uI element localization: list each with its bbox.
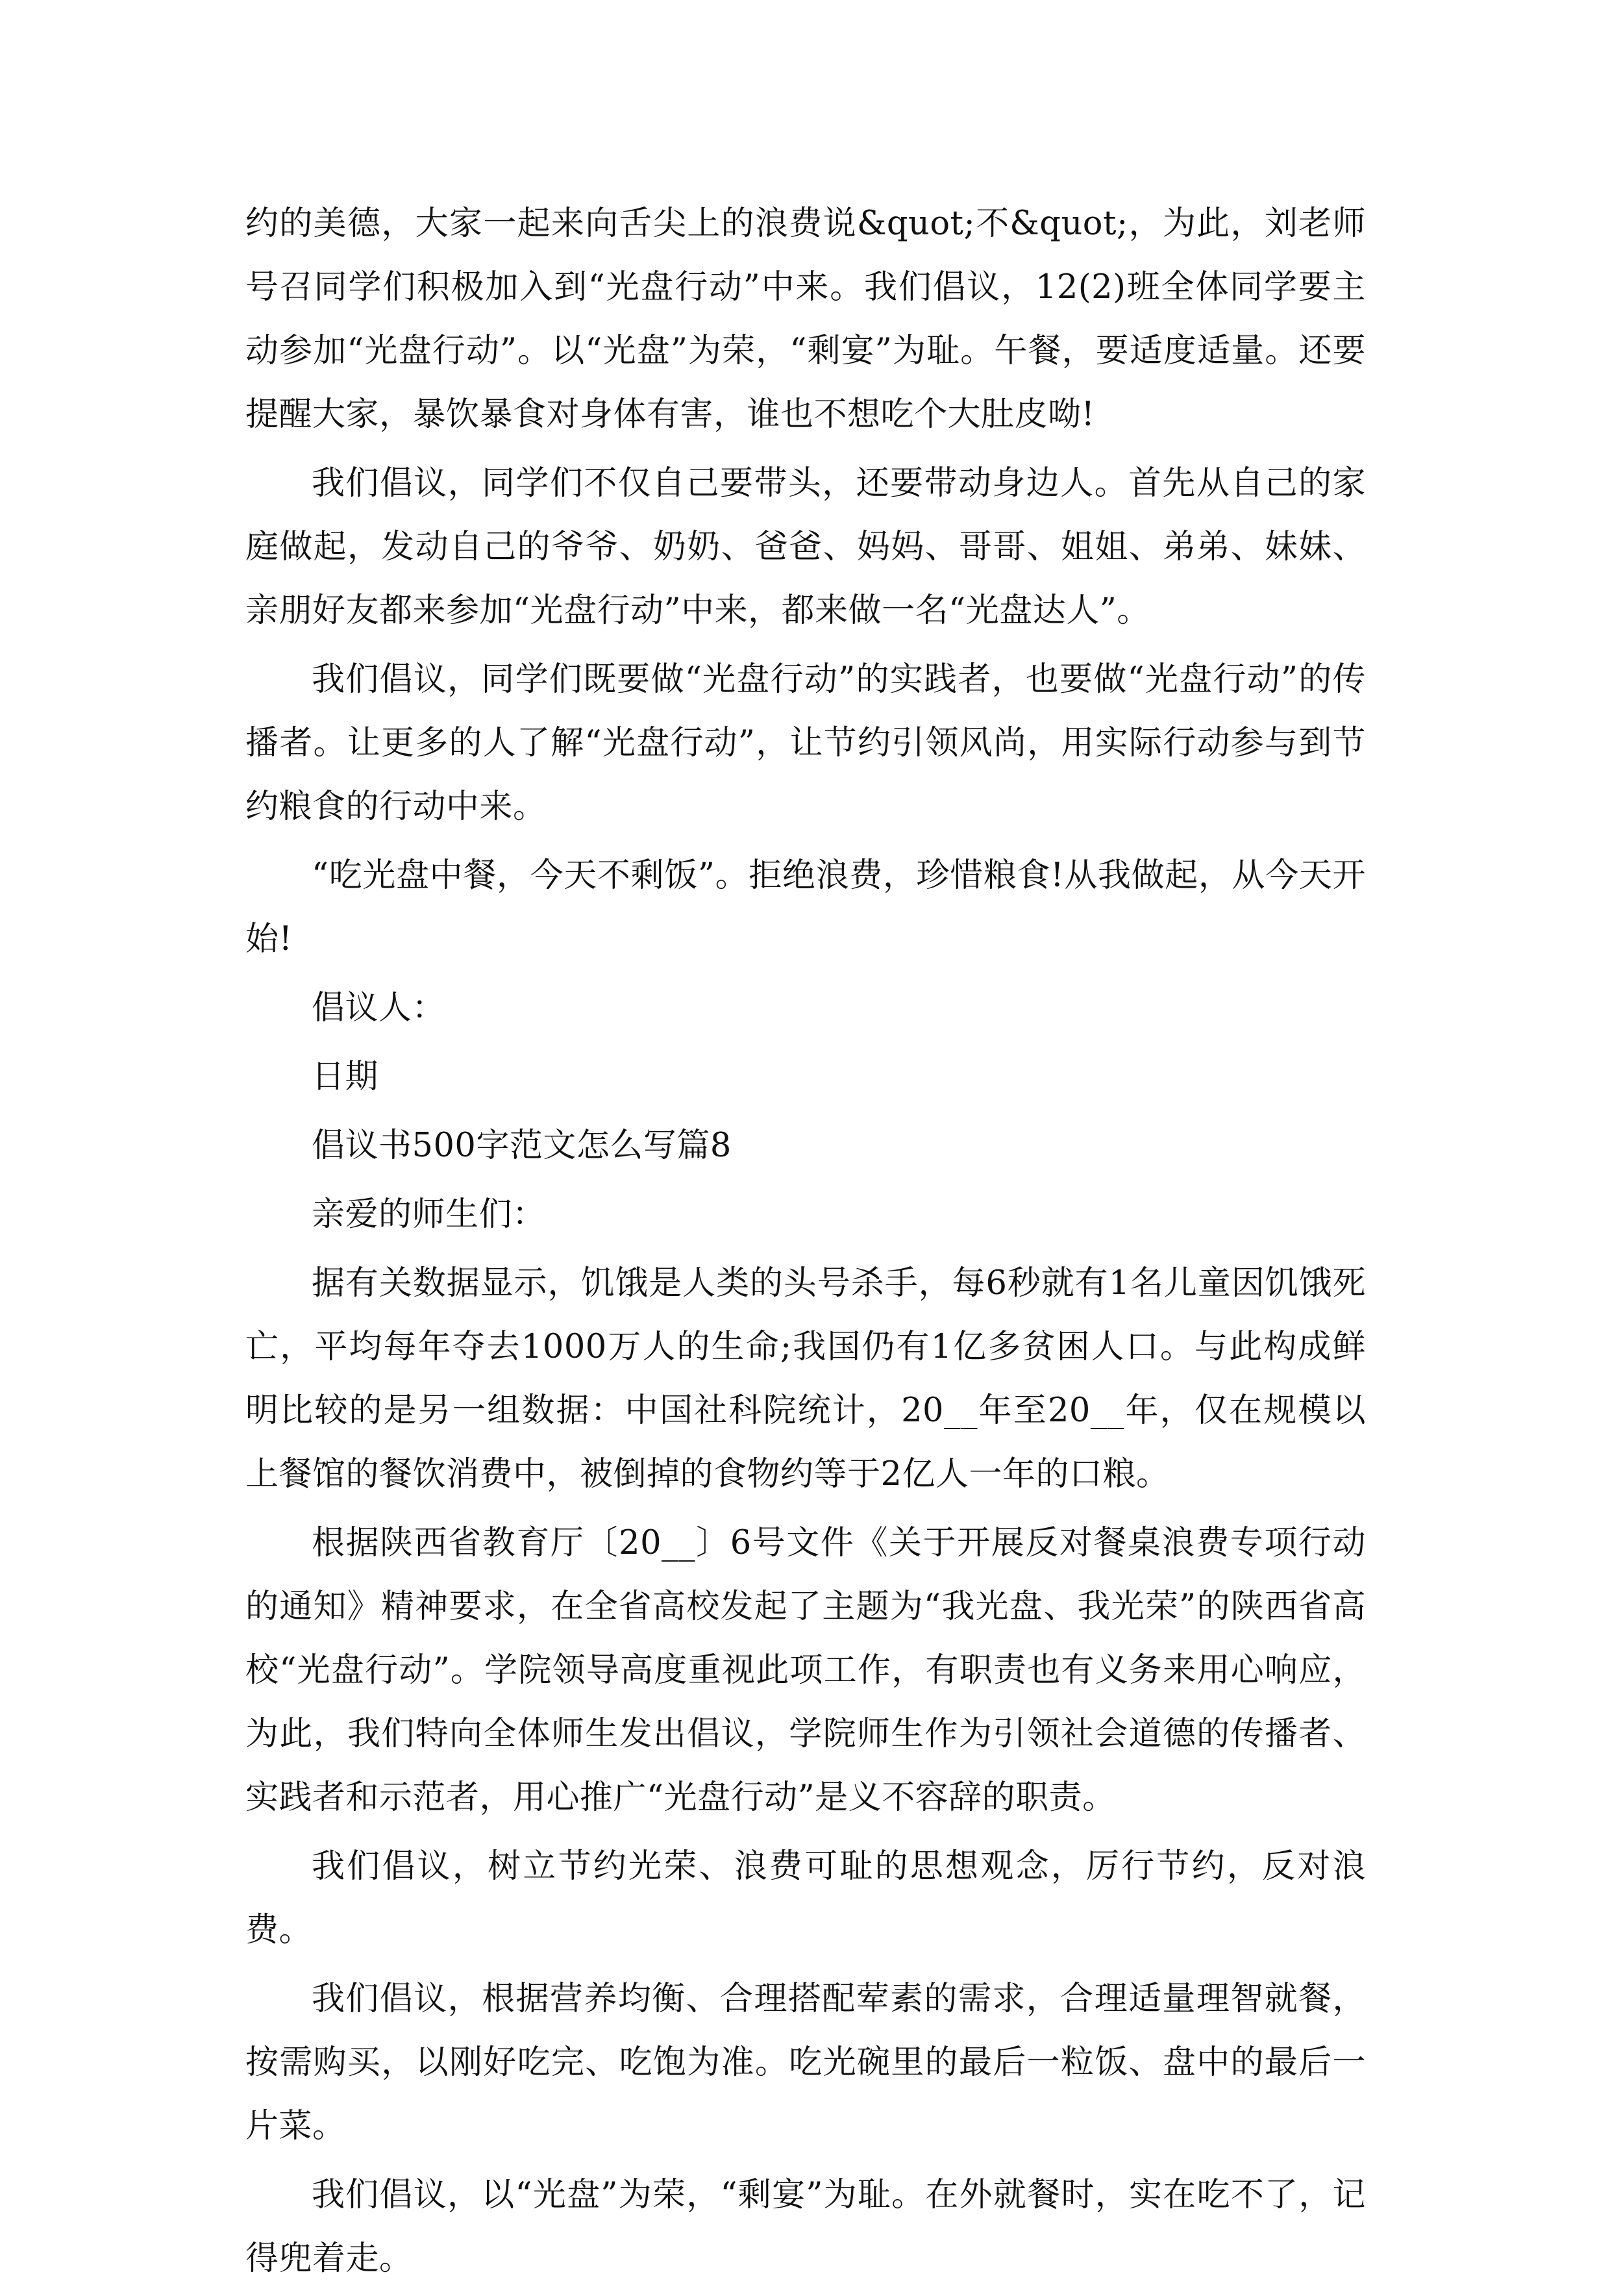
section-title: 倡议书500字范文怎么写篇8 bbox=[312, 1127, 732, 1165]
paragraph-continuation: 约的美德，大家一起来向舌尖上的浪费说&quot;不&quot;，为此，刘老师号召同学们积极加入到“光盘行动”中来。我们倡议，12(2)班全体同学要主动参加“光盘行动”。以“光盘”为荣，“剩宴”为耻。午餐，要适度适量。还要提醒大家，暴饮暴食对身体有害，谁也不想吃个大肚皮呦! bbox=[245, 205, 1366, 434]
paragraph-policy: 根据陕西省教育厅〔20__〕6号文件《关于开展反对餐桌浪费专项行动的通知》精神要求，在全省高校发起了主题为“我光盘、我光荣”的陕西省高校“光盘行动”。学院领导高度重视此项工作，有职责也有义务来用心响应，为此，我们特向全体师生发出倡议，学院师生作为引领社会道德的传播者、实践者和示范者，用心推广“光盘行动”是义不容辞的职责。 bbox=[245, 1524, 1366, 1817]
proposer-label: 倡议人： bbox=[312, 989, 446, 1027]
salutation: 亲爱的师生们： bbox=[312, 1195, 546, 1234]
paragraph-proposal-takeaway: 我们倡议，以“光盘”为荣，“剩宴”为耻。在外就餐时，实在吃不了，记得兜着走。 bbox=[245, 2176, 1366, 2278]
date-label: 日期 bbox=[312, 1058, 379, 1096]
paragraph-slogan: “吃光盘中餐，今天不剩饭”。拒绝浪费，珍惜粮食!从我做起，从今天开始! bbox=[245, 856, 1366, 958]
document-body bbox=[245, 192, 1366, 2296]
paragraph-statistics: 据有关数据显示，饥饿是人类的头号杀手，每6秒就有1名儿童因饥饿死亡，平均每年夺去1000万人的生命;我国仍有1亿多贫困人口。与此构成鲜明比较的是另一组数据：中国社科院统计，20__年至20__年，仅在规模以上餐馆的餐饮消费中，被倒掉的食物约等于2亿人一年的口粮。 bbox=[245, 1264, 1366, 1493]
paragraph-proposal-values: 我们倡议，树立节约光荣、浪费可耻的思想观念，厉行节约，反对浪费。 bbox=[245, 1847, 1366, 1949]
paragraph-proposal-spread: 我们倡议，同学们既要做“光盘行动”的实践者，也要做“光盘行动”的传播者。让更多的人了解“光盘行动”，让节约引领风尚，用实际行动参与到节约粮食的行动中来。 bbox=[245, 660, 1366, 826]
paragraph-proposal-nutrition: 我们倡议，根据营养均衡、合理搭配荤素的需求，合理适量理智就餐，按需购买，以刚好吃完、吃饱为准。吃光碗里的最后一粒饭、盘中的最后一片菜。 bbox=[245, 1980, 1366, 2145]
paragraph-proposal-family: 我们倡议，同学们不仅自己要带头，还要带动身边人。首先从自己的家庭做起，发动自己的爷爷、奶奶、爸爸、妈妈、哥哥、姐姐、弟弟、妹妹、亲朋好友都来参加“光盘行动”中来，都来做一名“光盘达人”。 bbox=[245, 464, 1366, 630]
